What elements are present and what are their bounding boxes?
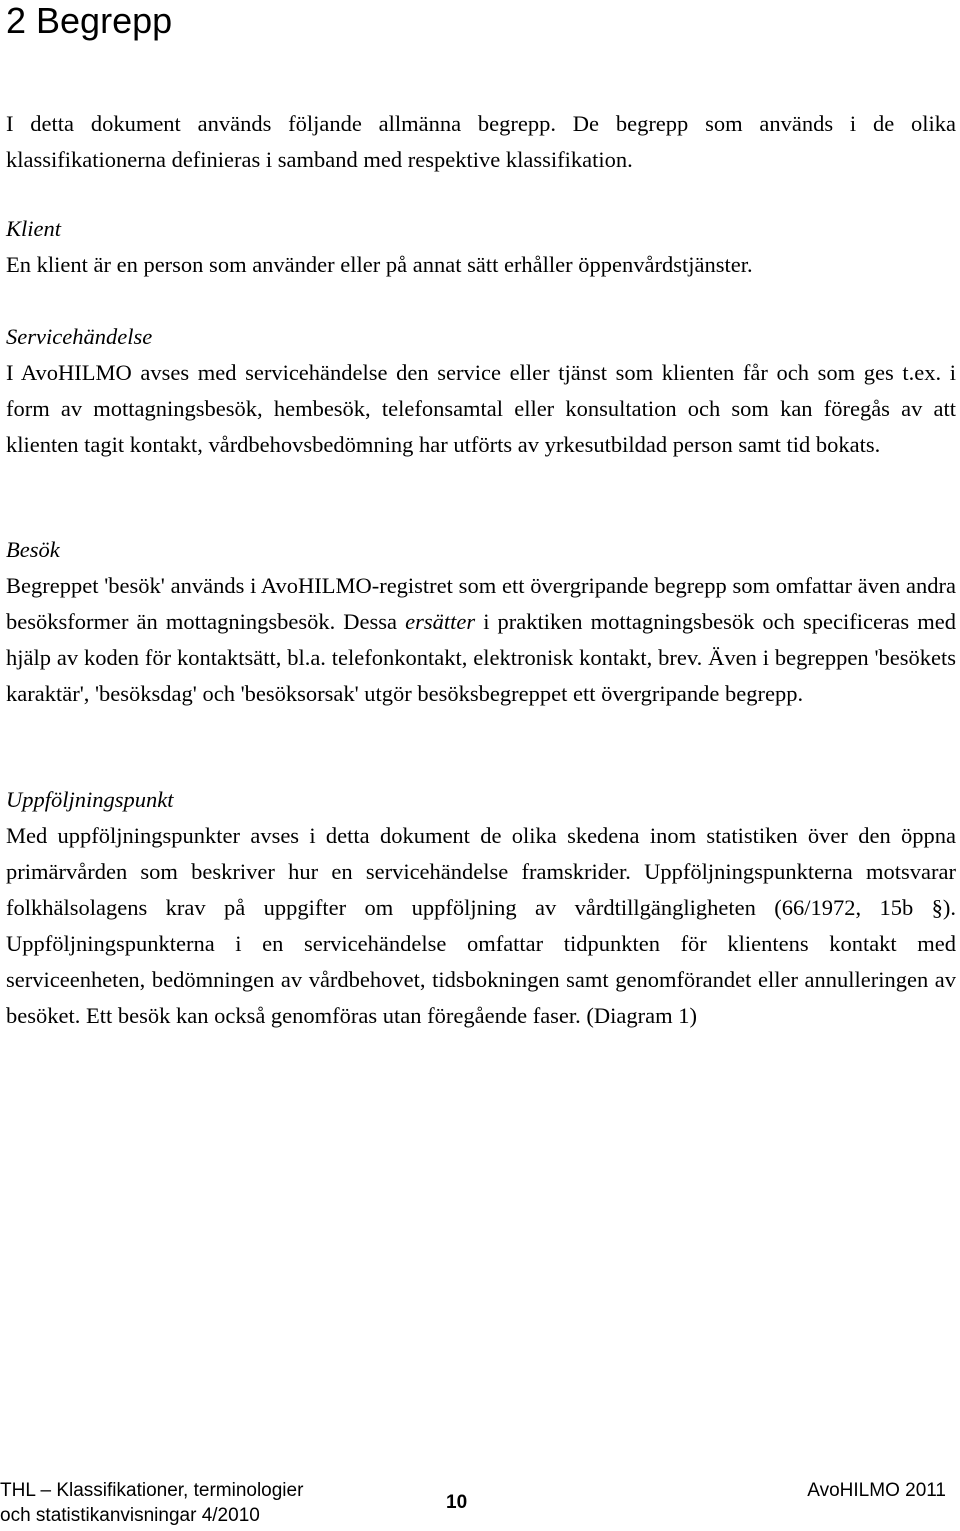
section-klient — [6, 211, 956, 283]
definition-uppfoljningspunkt: Med uppföljningspunkter avses i detta dokument de olika skedena inom statistiken över den öppna primärvården som beskriver hur en servicehändelse framskrider. Uppföljningspunkterna motsvarar folkhälsolagens krav på uppgifter om uppföljning av vårdtillgängligheten (66/1972, 15b §). Uppföljningspunkterna i en servicehändelse omfattar tidpunkten för klientens kontakt med serviceenheten, bedömningen av vårdbehovet, tidsbokningen samt genomförandet eller annulleringen av besöket. Ett besök kan också genomföras utan föregående faser. (Diagram 1) — [6, 823, 956, 1028]
footer-document-name: AvoHILMO 2011 — [807, 1480, 946, 1501]
definition-servicehandelse: I AvoHILMO avses med servicehändelse den service eller tjänst som klienten får och som ges t.ex. i form av mottagningsbesök, hembesök, telefonsamtal eller konsultation och som kan föregås av att klienten tagit kontakt, vårdbehovsbedömning har utförts av yrkesutbildad person samt tid bokats. — [6, 360, 956, 457]
definition-besok — [6, 568, 956, 712]
definition-klient: En klient är en person som använder eller på annat sätt erhåller öppenvårdstjänster. — [6, 252, 753, 277]
page-number: 10 — [446, 1492, 468, 1513]
footer-publication — [0, 1478, 303, 1528]
section-servicehandelse — [6, 319, 956, 463]
definition-besok-part1: Begreppet 'besök' används i AvoHILMO-registret som ett övergripande begrepp som omfattar även andra besöksformer än mottagningsbesök. Dessa — [6, 573, 956, 634]
term-uppfoljningspunkt: Uppföljningspunkt — [6, 787, 174, 812]
section-uppfoljningspunkt — [6, 782, 956, 1034]
chapter-title: 2 Begrepp — [6, 0, 173, 41]
intro-paragraph: I detta dokument används följande allmänna begrepp. De begrepp som används i de olika klassifikationerna definieras i samband med respektive klassifikation. — [6, 111, 956, 172]
term-besok: Besök — [6, 537, 60, 562]
term-servicehandelse: Servicehändelse — [6, 324, 153, 349]
term-klient: Klient — [6, 216, 61, 241]
footer-publication-line1: THL – Klassifikationer, terminologier — [0, 1480, 304, 1501]
section-besok — [6, 532, 956, 712]
definition-besok-part2: i praktiken mottagningsbesök och specificeras med hjälp av koden för kontaktsätt, bl.a. telefonkontakt, elektronisk kontakt, brev. Även i begreppen 'besökets karaktär', 'besöksdag' och 'besöksorsak' utgör besöksbegreppet ett övergripande begrepp. — [6, 609, 956, 706]
definition-besok-emphasis: ersätter — [405, 609, 476, 634]
footer-publication-line2: och statistikanvisningar 4/2010 — [0, 1505, 260, 1526]
